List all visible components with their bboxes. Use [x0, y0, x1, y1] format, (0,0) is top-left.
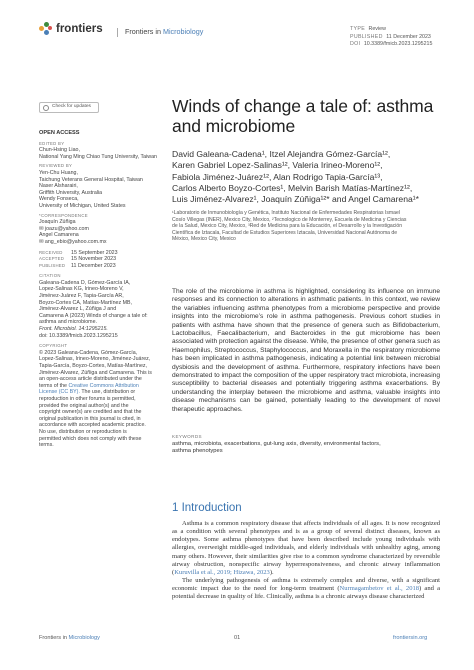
article-title	[172, 96, 442, 136]
body-text-run: Asthma is a common respiratory disease that affects individuals of all ages. It is now recognized as a condition with several phenotypes and is as a group of several distinct diseases, known as endotypes. Some asthma phenotypes that have been described include young individuals with allergies, overweight middle-aged individuals, and elderly individuals with unhealthy aging, among many others. However, their similarities give rise to a common syndrome characterized by reversible airway obstruction, nonspecific airway hyperresponsiveness, and chronic airway inflammation (	[172, 520, 440, 576]
keywords-list	[172, 441, 440, 455]
received-value: 15 September 2023	[71, 249, 118, 256]
affiliation-line: Científica de Iztacala, Facultad de Estudios Superiores Iztacala, Universidad Nacional Autónoma de	[172, 229, 398, 236]
received-key: RECEIVED	[39, 249, 63, 255]
accepted-key: ACCEPTED	[39, 256, 64, 262]
copyright-text	[39, 350, 161, 449]
frontiers-logo-icon	[39, 22, 53, 36]
author-line: David Galeana-Cadena¹, Itzel Alejandra Gómez-García¹²,	[172, 149, 391, 159]
article-meta	[350, 26, 432, 49]
copyright-line: terms.	[39, 442, 54, 449]
doi-key: DOI	[350, 41, 361, 48]
license-link[interactable]: License (CC BY).	[39, 389, 80, 396]
license-link[interactable]: Creative Commons Attribution	[68, 382, 139, 389]
keywords-block	[172, 434, 440, 455]
citation-line: Lopez-Salinas KG, Irineo-Moreno V,	[39, 286, 124, 293]
body-text	[172, 520, 440, 602]
correspondence-key: *CORRESPONDENCE	[39, 212, 88, 218]
footer-journal-name: Microbiology	[68, 635, 100, 641]
reviewer-line: Wendy Fonseca,	[39, 196, 79, 203]
dates-table	[39, 250, 161, 270]
header-divider	[117, 28, 118, 37]
edited-by-line: National Yang Ming Chiao Tung University, Taiwan	[39, 153, 157, 160]
citation-line: Jiménez-Alvarez L, Zúñiga J and	[39, 306, 117, 313]
citation-doi[interactable]: doi: 10.3389/fmicb.2023.1295215	[39, 332, 118, 339]
type-value: Review	[368, 26, 386, 32]
edited-by-key: EDITED BY	[39, 140, 65, 146]
accepted-value: 15 November 2023	[71, 256, 117, 263]
copyright-line	[39, 383, 161, 390]
frontiers-logo[interactable]	[39, 22, 103, 36]
affiliation-line: ¹Laboratorio de Inmunobiología y Genética, Instituto Nacional de Enfermedades Respiratorias Ismael	[172, 210, 400, 217]
copyright-line: provided the original author(s) and the	[39, 402, 129, 409]
doi-value[interactable]: 10.3389/fmicb.2023.1295215	[363, 41, 433, 48]
body-text-run: The underlying pathogenesis of asthma is extremely complex and diverse, with a significant economic impact due to the need for long-term treatment (	[172, 577, 440, 593]
published-value: 11 December 2023	[71, 262, 116, 269]
body-paragraph	[172, 577, 440, 601]
footer-journal-prefix: Frontiers in	[39, 635, 67, 641]
copyright-line: copyright owner(s) are credited and that the	[39, 409, 142, 416]
copyright-line: reproduction in other forums is permitted,	[39, 395, 136, 402]
reviewer-line: Griffith University, Australia	[39, 189, 103, 196]
correspondence-line: Joaquín Zúñiga	[39, 219, 76, 226]
journal-name: Microbiology	[162, 27, 204, 36]
footer-journal[interactable]	[39, 635, 100, 641]
footer-site-link[interactable]: frontiersin.org	[393, 635, 428, 641]
keywords-line: asthma, microbiota, exacerbations, gut-lung axis, diversity, environmental factors,	[172, 441, 381, 447]
copyright-line: No use, distribution or reproduction is	[39, 428, 127, 435]
copyright-key: COPYRIGHT	[39, 343, 68, 349]
copyright-line	[39, 389, 161, 396]
check-updates-label: Check for updates	[52, 104, 91, 110]
copyright-line: Lopez-Salinas, Irineo-Moreno, Jiménez-Juárez,	[39, 356, 151, 363]
author-line: Carlos Alberto Boyzo-Cortes¹, Melvin Barish Matías-Martínez¹²,	[172, 182, 413, 193]
affiliations	[172, 210, 442, 242]
reviewer-line: Taichung Veterans General Hospital, Taiwan	[39, 176, 143, 183]
published-key: PUBLISHED	[350, 33, 383, 40]
copyright-line: Tapia-García, Boyzo-Cortes, Matías-Martínez,	[39, 363, 148, 369]
citation-line: Front. Microbiol. 14:1295215.	[39, 326, 108, 333]
correspondence-email[interactable]: ✉ ang_ebio@yahoo.com.mx	[39, 238, 107, 245]
logo-text: frontiers	[56, 23, 103, 35]
body-paragraph	[172, 520, 440, 577]
open-access-label: OPEN ACCESS	[39, 130, 80, 136]
reviewed-by-key: REVIEWED BY	[39, 163, 73, 169]
abstract: The role of the microbiome in asthma is highlighted, considering its influence on immune responses and its connection to alterations in asthmatic patients. In this context, we review the variables influencing asthma phenotypes from a microbiome perspective and provide insights into the microbiome’s role in asthma pathogenesis. Previous cohort studies in patients with asthma have shown that the presence of genera such as Bifidobacterium, Lactobacillus, Faecalibacterium, and Bacteroides in the gut microbiome has been associated with protection against the disease. While, the presence of other genera such as Haemophilus, Streptococcus, Staphylococcus, and Moraxella in the respiratory microbiome has been implicated in asthma pathogenesis, indicating a potential link between microbial dysbiosis and the development of asthma. Furthermore, respiratory infections have been demonstrated to impact the composition of the upper respiratory tract microbiota, increasing susceptibility to bacterial diseases and potentially triggering asthma exacerbations. By understanding the interplay between the microbiome and asthma, valuable insights into disease mechanisms can be gained, potentially leading to the development of novel therapeutic approaches.	[172, 288, 440, 413]
reviewer-line: University of Michigan, United States	[39, 202, 126, 209]
citation-line: Camarena A (2023) Winds of change a tale of:	[39, 312, 148, 319]
type-key: TYPE	[350, 26, 366, 32]
page-header	[0, 0, 474, 64]
reference-link[interactable]: Kuruvilla et al., 2019; Hizawa, 2023	[174, 568, 270, 576]
title-line: Winds of change a tale of: asthma	[172, 96, 434, 116]
check-updates-icon	[43, 105, 49, 111]
keywords-line: asthma phenotypes	[172, 448, 223, 455]
citation-key: CITATION	[39, 273, 61, 279]
body-text-run: ).	[269, 568, 274, 576]
correspondence-email[interactable]: ✉ joazu@yahoo.com	[39, 225, 89, 232]
citation-text	[39, 280, 161, 339]
copyright-line: an open-access article distributed under the	[39, 376, 142, 383]
published-value: 11 December 2023	[386, 33, 431, 40]
affiliation-line: Cosío Villegas (INER), Mexico City, Mexico, ²Tecnologico de Monterrey, Escuela de Medicina y Ciencias	[172, 216, 407, 223]
correspondence-list	[39, 219, 161, 245]
affiliation-line: México, Mexico City, Mexico	[172, 236, 236, 243]
author-line: Luis Jiménez-Alvarez¹, Joaquín Zúñiga¹²* and Angel Camarena¹*	[172, 194, 419, 205]
citation-line: Jiménez-Juárez F, Tapia-García AR,	[39, 293, 124, 300]
citation-line: asthma and microbiome.	[39, 319, 97, 326]
reviewer-line: Yen-Chu Huang,	[39, 169, 78, 176]
reviewed-by-list	[39, 170, 161, 210]
author-line: Karen Gabriel Lopez-Salinas¹², Valeria Irineo-Moreno¹²,	[172, 160, 383, 171]
author-list	[172, 149, 442, 205]
journal-prefix: Frontiers in	[125, 27, 161, 36]
title-line: and microbiome	[172, 116, 296, 136]
copyright-terms: terms of the	[39, 382, 67, 389]
citation-line: Galeana-Cadena D, Gómez-García IA,	[39, 279, 131, 286]
check-updates-button[interactable]	[39, 102, 99, 113]
citation-line: Boyzo-Cortes CA, Matías-Martínez MB,	[39, 299, 133, 306]
copyright-line: original publication in this journal is cited, in	[39, 415, 141, 422]
edited-by-list	[39, 147, 161, 160]
affiliation-line: de la Salud, Mexico City, Mexico, ³Red de Medicina para la Educación, el Desarrollo y la Investigación	[172, 223, 403, 230]
article-header	[172, 96, 442, 243]
page-number: 01	[234, 635, 241, 641]
copyright-line: © 2023 Galeana-Cadena, Gómez-García,	[39, 349, 138, 356]
correspondence-line: Angel Camarena	[39, 232, 79, 239]
sidebar	[39, 102, 161, 449]
journal-title[interactable]	[117, 27, 203, 37]
author-line: Fabiola Jiménez-Juárez¹², Alan Rodrigo Tapia-García¹³,	[172, 171, 383, 182]
keywords-heading: KEYWORDS	[172, 434, 202, 439]
published-key: PUBLISHED	[39, 262, 66, 268]
section-heading: 1 Introduction	[172, 502, 242, 514]
copyright-line: accordance with accepted academic practice.	[39, 422, 146, 429]
copyright-line: Jiménez-Alvarez, Zúñiga and Camarena. This is	[39, 369, 152, 376]
body-text-run: ) and a potential decrease in quality of life. Clinically, asthma is a chronic airways disease characterized	[172, 585, 440, 601]
reference-link[interactable]: Nurmagambetov et al., 2018	[339, 585, 420, 593]
edited-by-line: Chun-Hsing Liao,	[39, 147, 80, 154]
copyright-rest: The use, distribution or	[81, 389, 136, 396]
reviewer-line: Naser Alsharairi,	[39, 183, 78, 190]
copyright-line: permitted which does not comply with these	[39, 435, 142, 442]
